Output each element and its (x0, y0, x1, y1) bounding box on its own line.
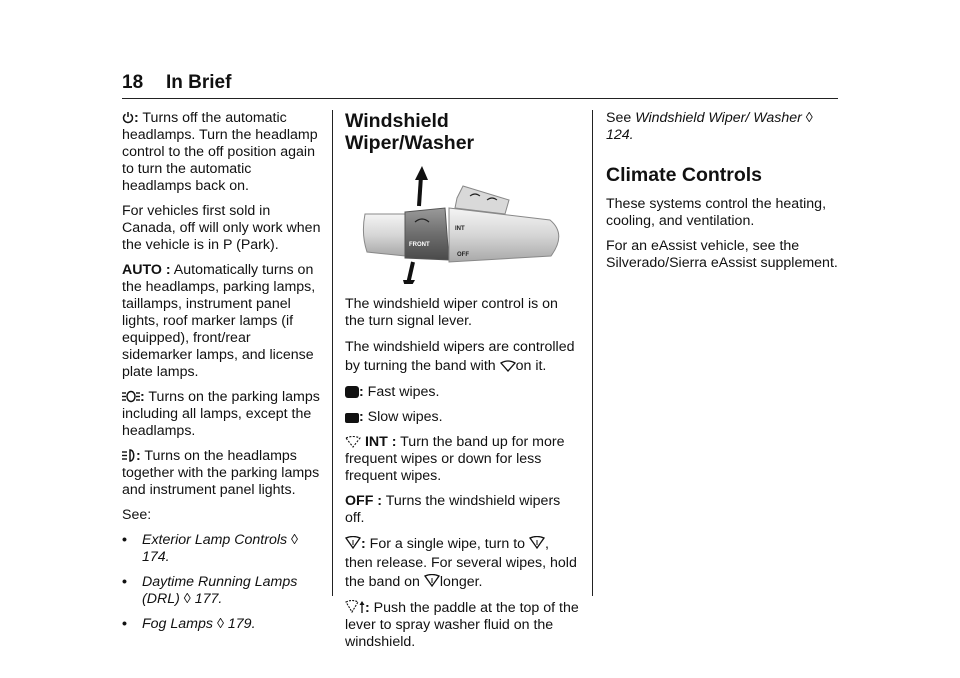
see-wiper-paragraph (606, 110, 838, 144)
headlamp-label: : (136, 448, 141, 464)
off-wiper-paragraph (345, 493, 579, 527)
off-paragraph (122, 110, 322, 195)
off-text: Turns off the automatic headlamps. Turn the headlamp control to the off position again to turn the automatic headlamps back on. (122, 110, 318, 194)
mist-text-c: longer. (439, 574, 483, 590)
front-label: FRONT (409, 242, 430, 248)
slow-label: : (359, 409, 364, 425)
climate-section-title: Climate Controls (606, 164, 763, 186)
mist-icon (345, 536, 361, 550)
link-fog-lamps[interactable]: Fog Lamps (142, 616, 213, 632)
header-rule (122, 98, 838, 99)
mist-text-a: For a single wipe, turn to (365, 536, 526, 552)
washer-fluid-icon (345, 600, 365, 614)
wiper-p2 (345, 338, 579, 376)
auto-text: Automatically turns on the headlamps, parking lamps, taillamps, instrument panel lights, roof marker lamps (if equipped), front/rear sidemarker lamps, and license plate lamps. (122, 262, 316, 380)
mist-text-b: , then release. For several wipes, hold the band on (345, 536, 577, 590)
page-ref-symbol: ◊ (183, 591, 191, 607)
off-label: : (134, 110, 139, 126)
see-label: See: (122, 507, 152, 523)
page-ref: 179. (223, 616, 256, 632)
climate-p2: For an eAssist vehicle, see the Silverado/Sierra eAssist supplement. (606, 238, 838, 271)
headlamp-paragraph (122, 448, 322, 499)
mist-label: : (361, 536, 366, 552)
page-ref-symbol: ◊ (805, 110, 813, 126)
int-paragraph (345, 434, 579, 485)
page-ref: 124. (606, 127, 634, 143)
climate-p1: These systems control the heating, cooling, and ventilation. (606, 196, 827, 229)
int-label: INT (455, 226, 465, 232)
list-item[interactable] (122, 574, 322, 608)
off-wiper-label: OFF : (345, 493, 383, 509)
wiper-icon (500, 360, 516, 372)
see-prefix: See (606, 110, 636, 126)
fast-paragraph (345, 384, 579, 401)
washer-label: : (365, 600, 370, 616)
washer-text: Push the paddle at the top of the lever to spray washer fluid on the windshield. (345, 600, 579, 650)
fast-text: Fast wipes. (363, 384, 440, 400)
wiper-p1: The windshield wiper control is on the turn signal lever. (345, 296, 558, 329)
wiper-lever-figure (345, 164, 579, 284)
slow-wipe-icon (345, 413, 359, 423)
page-header (122, 72, 838, 98)
parking-text: Turns on the parking lamps including all lamps, except the headlamps. (122, 389, 320, 439)
auto-label: AUTO : (122, 262, 171, 278)
slow-text: Slow wipes. (363, 409, 443, 425)
off-wiper-text: Turns the windshield wipers off. (345, 493, 561, 526)
parking-lamp-icon (122, 390, 140, 403)
column-left (122, 110, 322, 641)
list-item[interactable] (122, 532, 322, 566)
wiper-p2-text-b: on it. (515, 358, 547, 374)
link-exterior-lamp-controls[interactable]: Exterior Lamp Controls (142, 532, 288, 548)
auto-paragraph (122, 262, 322, 381)
power-off-icon (122, 111, 134, 124)
fast-wipe-icon (345, 386, 359, 398)
column-divider-2 (592, 110, 593, 596)
page-ref: 177. (190, 591, 223, 607)
parking-paragraph (122, 389, 322, 440)
off-figure-label: OFF (457, 252, 469, 258)
page-ref-symbol: ◊ (291, 532, 299, 548)
parking-label: : (140, 389, 145, 405)
link-windshield-wiper-washer[interactable]: Windshield Wiper/ Washer (635, 110, 802, 126)
mist-icon (424, 574, 440, 588)
page-number: 18 (122, 72, 144, 93)
int-text: Turn the band up for more frequent wipes or down for less frequent wipes. (345, 434, 565, 484)
washer-paragraph (345, 600, 579, 651)
mist-paragraph (345, 535, 579, 592)
column-divider-1 (332, 110, 333, 596)
mist-icon (529, 536, 545, 550)
headlamp-text: Turns on the headlamps together with the parking lamps and instrument panel lights. (122, 448, 320, 498)
page-ref: 174. (142, 549, 170, 565)
bullet-dot: • (122, 616, 127, 632)
wiper-lever-illustration (345, 164, 579, 284)
canada-paragraph: For vehicles first sold in Canada, off will only work when the vehicle is in P (Park). (122, 203, 321, 253)
fast-label: : (359, 384, 364, 400)
column-right (606, 110, 838, 280)
page-ref-symbol: ◊ (216, 616, 224, 632)
headlamp-icon (122, 449, 136, 462)
slow-paragraph (345, 409, 579, 426)
column-middle (345, 110, 579, 659)
wiper-p2-text-a: The windshield wipers are controlled by turning the band with (345, 339, 575, 374)
wiper-section-title: Windshield Wiper/Washer (345, 110, 475, 154)
section-title: In Brief (166, 72, 232, 93)
link-daytime-running-lamps[interactable]: Daytime Running Lamps (DRL) (142, 574, 298, 607)
list-item[interactable] (122, 616, 322, 633)
bullet-dot: • (122, 574, 127, 590)
intermittent-wipe-icon (345, 436, 361, 448)
bullet-dot: • (122, 532, 127, 548)
int-label: INT : (364, 434, 397, 450)
